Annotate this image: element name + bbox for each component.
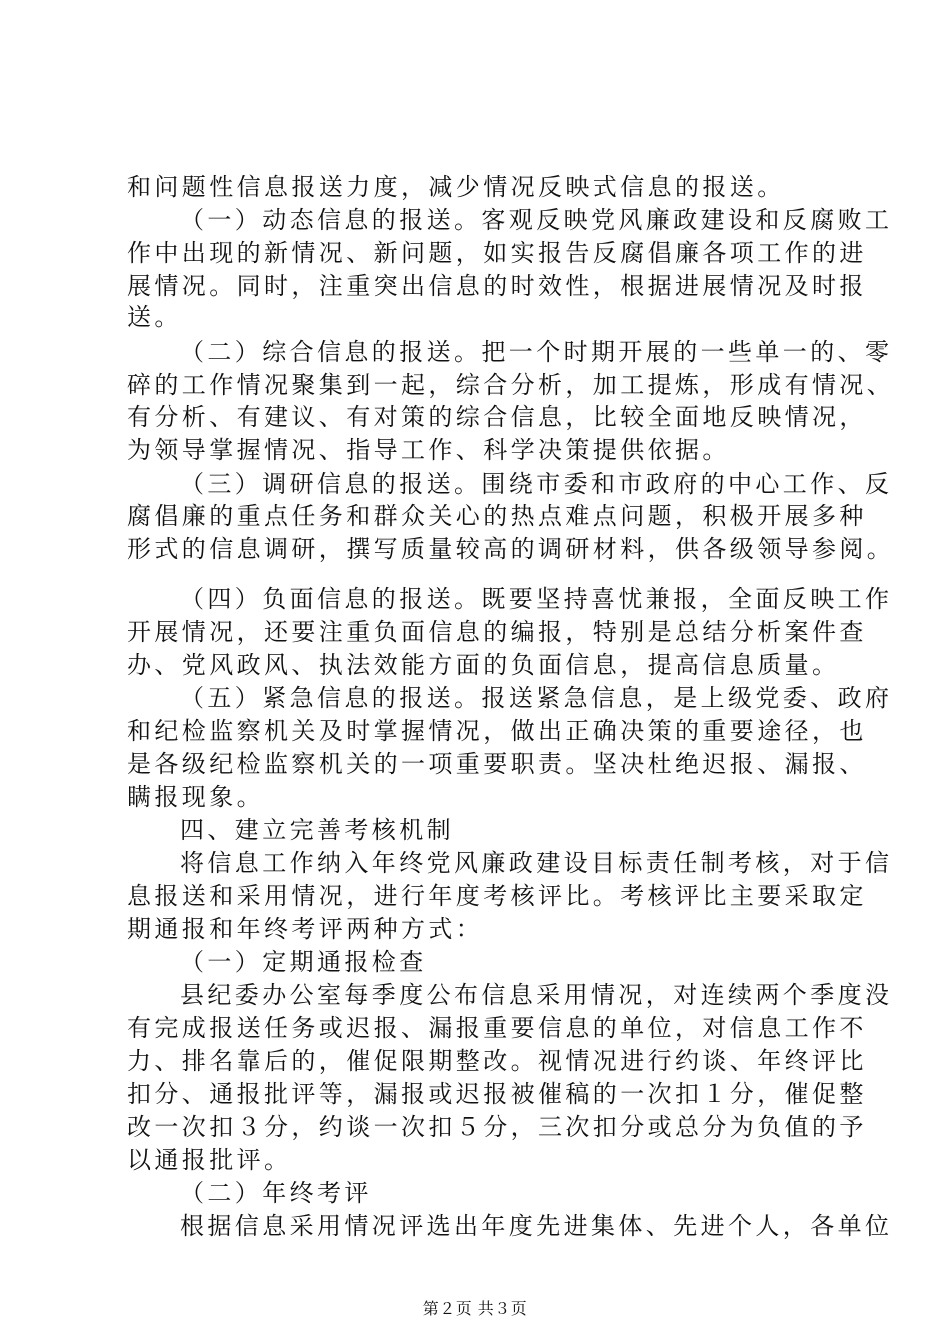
- text-line: （五）紧急信息的报送。报送紧急信息，是上级党委、政府: [180, 684, 893, 712]
- page-number: 第２页 共３页: [422, 1299, 528, 1318]
- text-line: 展情况。同时，注重突出信息的时效性，根据进展情况及时报: [127, 272, 867, 300]
- text-line: 根据信息采用情况评选出年度先进集体、先进个人，各单位: [180, 1212, 893, 1240]
- subsection-heading: （二）年终考评: [180, 1179, 372, 1207]
- text-line: 为领导掌握情况、指导工作、科学决策提供依据。: [127, 436, 730, 464]
- text-line: 送。: [127, 303, 182, 331]
- text-line: 力、排名靠后的，催促限期整改。视情况进行约谈、年终评比: [127, 1047, 867, 1075]
- text-line: 开展情况，还要注重负面信息的编报，特别是总结分析案件查: [127, 618, 867, 646]
- text-line: 形式的信息调研，撰写质量较高的调研材料，供各级领导参阅。: [127, 535, 895, 563]
- text-line: 作中出现的新情况、新问题，如实报告反腐倡廉各项工作的进: [127, 239, 867, 267]
- text-line: 期通报和年终考评两种方式：: [127, 915, 484, 943]
- text-line: 碎的工作情况聚集到一起，综合分析，加工提炼，形成有情况、: [127, 371, 895, 399]
- text-line: 将信息工作纳入年终党风廉政建设目标责任制考核，对于信: [180, 849, 893, 877]
- text-line: （二）综合信息的报送。把一个时期开展的一些单一的、零: [180, 338, 893, 366]
- text-line: （一）动态信息的报送。客观反映党风廉政建设和反腐败工: [180, 206, 893, 234]
- text-line: 办、党风政风、执法效能方面的负面信息，提高信息质量。: [127, 651, 840, 679]
- section-heading: 四、建立完善考核机制: [180, 816, 454, 844]
- text-line: 县纪委办公室每季度公布信息采用情况，对连续两个季度没: [180, 981, 893, 1009]
- text-line: 改一次扣３分，约谈一次扣５分，三次扣分或总分为负值的予: [127, 1113, 867, 1141]
- text-line: 以通报批评。: [127, 1146, 292, 1174]
- text-line: 有分析、有建议、有对策的综合信息，比较全面地反映情况，: [127, 403, 867, 431]
- text-line: （三）调研信息的报送。围绕市委和市政府的中心工作、反: [180, 470, 893, 498]
- subsection-heading: （一）定期通报检查: [180, 948, 427, 976]
- text-line: 和问题性信息报送力度，减少情况反映式信息的报送。: [127, 173, 785, 201]
- text-line: 有完成报送任务或迟报、漏报重要信息的单位，对信息工作不: [127, 1014, 867, 1042]
- text-line: 是各级纪检监察机关的一项重要职责。坚决杜绝迟报、漏报、: [127, 750, 867, 778]
- text-line: 瞒报现象。: [127, 783, 264, 811]
- text-line: 扣分、通报批评等，漏报或迟报被催稿的一次扣１分，催促整: [127, 1080, 867, 1108]
- text-line: （四）负面信息的报送。既要坚持喜忧兼报，全面反映工作: [180, 585, 893, 613]
- text-line: 和纪检监察机关及时掌握情况，做出正确决策的重要途径，也: [127, 717, 867, 745]
- text-line: 息报送和采用情况，进行年度考核评比。考核评比主要采取定: [127, 882, 867, 910]
- text-line: 腐倡廉的重点任务和群众关心的热点难点问题，积极开展多种: [127, 502, 867, 530]
